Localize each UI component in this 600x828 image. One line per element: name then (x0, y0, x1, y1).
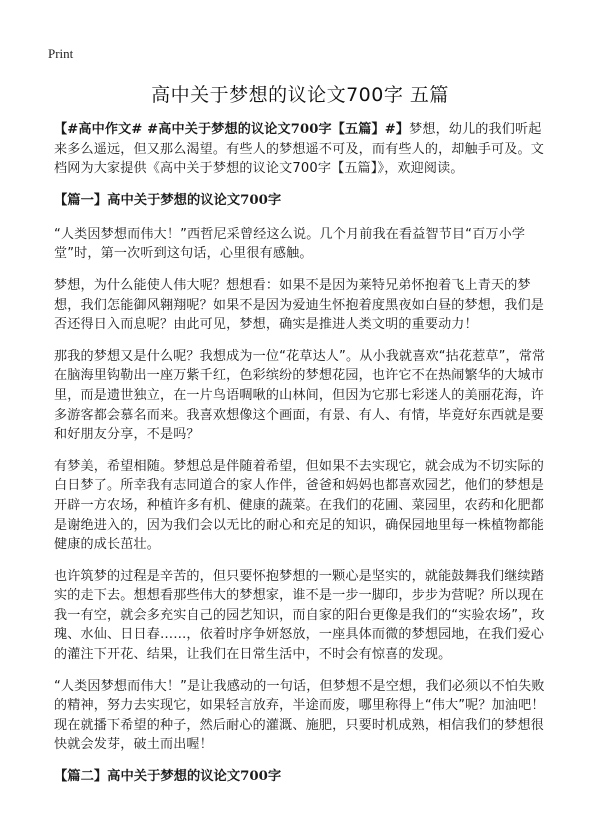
section-heading-2: 【篇二】高中关于梦想的议论文700字 (54, 769, 282, 785)
intro-paragraph (54, 120, 554, 179)
paragraph: “人类因梦想而伟大！”是让我感动的一句话，但梦想不是空想，我们必须以不怕失败的精神，努力去实现它，如果轻言放弃，半途而废，哪里称得上“伟大”呢？加油吧！现在就播下希望的种子，然后耐心的灌溉、施肥，只要时机成熟，相信我们的梦想很快就会发芽，破土而出喔！ (54, 678, 545, 753)
document-body (54, 120, 554, 801)
section-heading-1: 【篇一】高中关于梦想的议论文700字 (54, 192, 282, 208)
paragraph: 梦想，为什么能使人伟大呢？想想看：如果不是因为莱特兄弟怀抱着飞上青天的梦想，我们怎能御风翱翔呢？如果不是因为爱迪生怀抱着度黑夜如白昼的梦想，我们是否还得日入而息呢？由此可见，梦想，确实是推进人类文明的重要动力！ (54, 277, 545, 333)
intro-tag: 【#高中作文# #高中关于梦想的议论文700字【五篇】#】 (54, 122, 410, 137)
paragraph: “人类因梦想而伟大！”西哲尼采曾经这么说。几个月前我在看益智节目“百万小学堂”时，第一次听到这句话，心里很有感触。 (54, 226, 526, 262)
paragraph: 有梦美，希望相随。梦想总是伴随着希望，但如果不去实现它，就会成为不切实际的白日梦了。所幸我有志同道合的家人作伴，爸爸和妈妈也都喜欢园艺，他们的梦想是开辟一方农场，种植许多有机、健康的蔬菜。在我们的花圃、菜园里，农药和化肥都是谢绝进入的，因为我们会以无比的耐心和充足的知识，确保园地里每一株植物都能健康的成长茁壮。 (54, 458, 545, 553)
page-title: 高中关于梦想的议论文700字 五篇 (151, 84, 449, 106)
paragraph: 那我的梦想又是什么呢？我想成为一位“花草达人”。从小我就喜欢“拈花惹草”，常常在脑海里钩勒出一座万紫千红，色彩缤纷的梦想花园，也许它不在热闹繁华的大城市里，而是遗世独立，在一片鸟语啁啾的山林间，但因为它那七彩迷人的美丽花海，许多游客都会慕名而来。我喜欢想像这个画面，有景、有人、有情，毕竟好东西就是要和好朋友分享，不是吗？ (54, 348, 546, 443)
paragraph: 也许筑梦的过程是辛苦的，但只要怀抱梦想的一颗心是坚实的，就能鼓舞我们继续踏实的走下去。想想看那些伟大的梦想家，谁不是一步一脚印，步步为营呢？所以现在我一有空，就会多充实自己的园艺知识，而自家的阳台更像是我们的“实验农场”，玫瑰、水仙、日日春……，依着时序争妍怒放，一座具体而微的梦想园地，在我们爱心的灌注下开花、结果，让我们在日常生活中，不时会有惊喜的发现。 (54, 568, 545, 663)
print-label[interactable]: Print (48, 46, 74, 61)
intro-text: 梦想，幼儿的我们听起来多么遥远，但又那么渴望。有些人的梦想遥不可及，而有些人的，却触手可及。文档网为大家提供《高中关于梦想的议论文700字【五篇】》，欢迎阅读。 (54, 122, 545, 177)
